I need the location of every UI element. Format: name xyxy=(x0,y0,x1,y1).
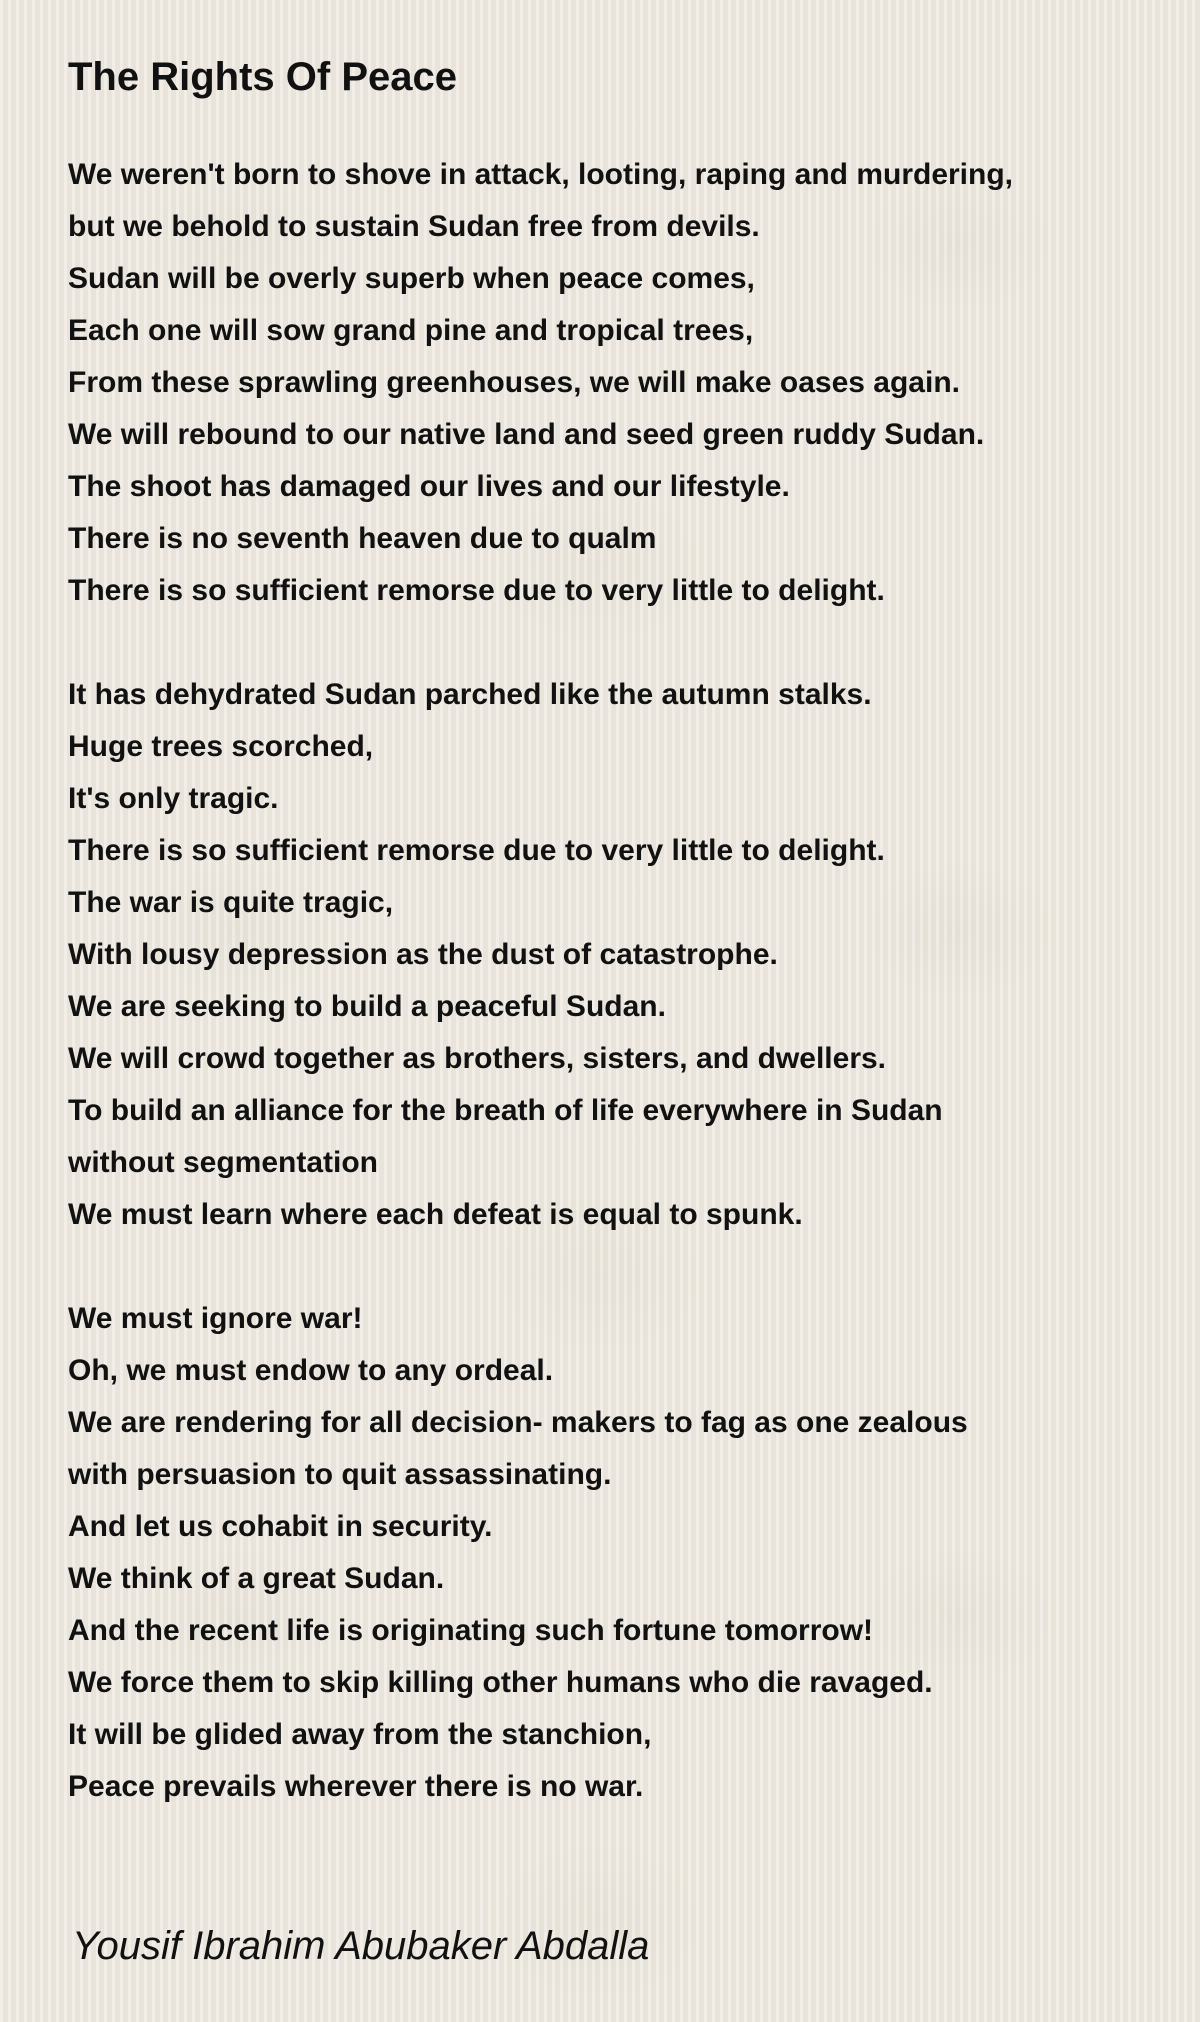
poem-line: The war is quite tragic, xyxy=(68,886,394,919)
stanza-break xyxy=(68,1241,1168,1293)
poem-line: There is so sufficient remorse due to very little to delight. xyxy=(68,834,885,867)
poem-line: We think of a great Sudan. xyxy=(68,1562,445,1595)
stanza-3 xyxy=(68,1293,1168,1813)
poem-line: We are seeking to build a peaceful Sudan. xyxy=(68,990,666,1023)
poem-line: Peace prevails wherever there is no war. xyxy=(68,1770,644,1803)
poem-author: Yousif Ibrahim Abubaker Abdalla xyxy=(72,1924,650,1968)
poem-line: It has dehydrated Sudan parched like the autumn stalks. xyxy=(68,678,872,711)
poem-line: We must learn where each defeat is equal to spunk. xyxy=(68,1198,803,1231)
poem-line: without segmentation xyxy=(68,1146,378,1179)
poem-line: There is no seventh heaven due to qualm xyxy=(68,522,657,555)
poem-line: To build an alliance for the breath of life everywhere in Sudan xyxy=(68,1094,943,1127)
stanza-2 xyxy=(68,669,1168,1241)
poem-line: with persuasion to quit assassinating. xyxy=(68,1458,612,1491)
poem-line: It's only tragic. xyxy=(68,782,279,815)
poem-line: The shoot has damaged our lives and our lifestyle. xyxy=(68,470,790,503)
poem-body xyxy=(68,149,1168,1813)
poem-line: Huge trees scorched, xyxy=(68,730,374,763)
poem-line: We weren't born to shove in attack, looting, raping and murdering, xyxy=(68,158,1013,191)
poem-line: With lousy depression as the dust of catastrophe. xyxy=(68,938,778,971)
stanza-1 xyxy=(68,149,1168,617)
poem-title: The Rights Of Peace xyxy=(68,55,457,99)
poem-line: It will be glided away from the stanchion, xyxy=(68,1718,652,1751)
poem-line: Sudan will be overly superb when peace comes, xyxy=(68,262,755,295)
stanza-break xyxy=(68,617,1168,669)
poem-line: We are rendering for all decision- makers to fag as one zealous xyxy=(68,1406,968,1439)
poem-line: but we behold to sustain Sudan free from devils. xyxy=(68,210,760,243)
poem-line: We force them to skip killing other humans who die ravaged. xyxy=(68,1666,933,1699)
poem-line: We will rebound to our native land and seed green ruddy Sudan. xyxy=(68,418,985,451)
poem-line: From these sprawling greenhouses, we will make oases again. xyxy=(68,366,960,399)
poem-line: We must ignore war! xyxy=(68,1302,363,1335)
poem-line: There is so sufficient remorse due to very little to delight. xyxy=(68,574,885,607)
poem-line: We will crowd together as brothers, sisters, and dwellers. xyxy=(68,1042,887,1075)
poem-line: Each one will sow grand pine and tropical trees, xyxy=(68,314,754,347)
poem-line: And the recent life is originating such fortune tomorrow! xyxy=(68,1614,874,1647)
poem-line: And let us cohabit in security. xyxy=(68,1510,493,1543)
poem-line: Oh, we must endow to any ordeal. xyxy=(68,1354,554,1387)
